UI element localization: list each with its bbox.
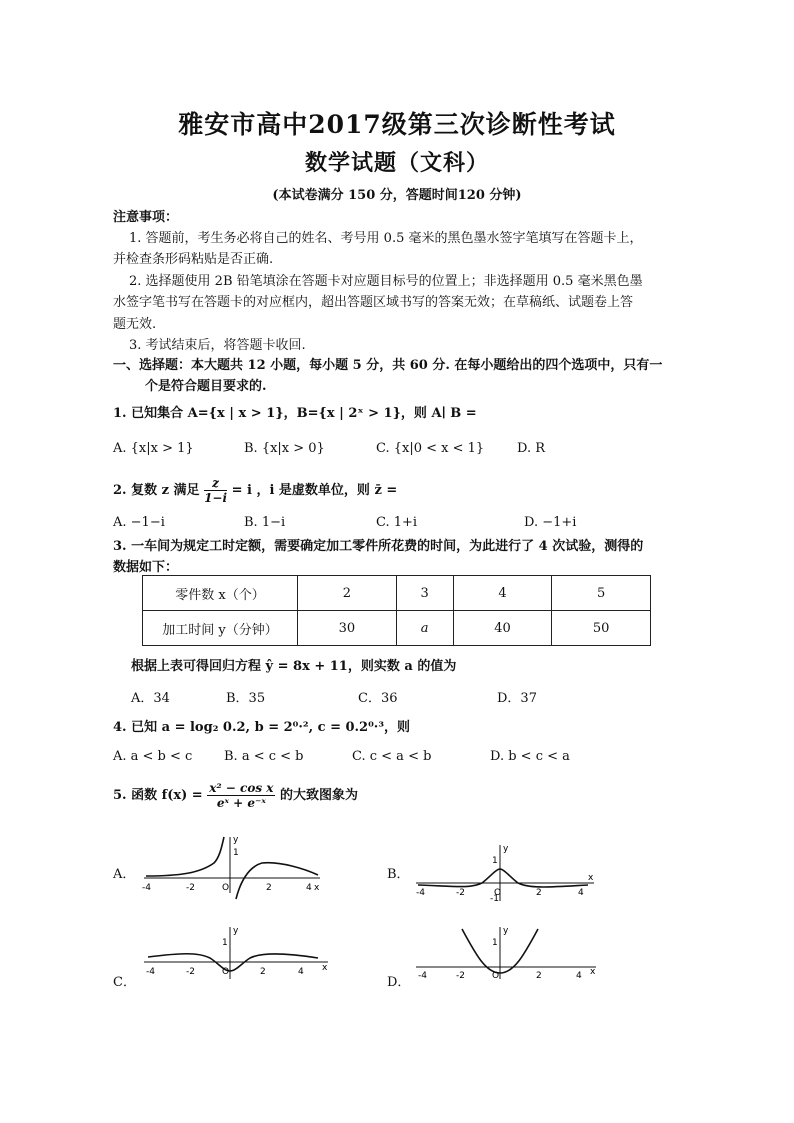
y-label: y [503,926,509,936]
section1-line2: 个是符合题目要求的. [145,379,267,394]
q5-stem [113,781,358,810]
q4-option-c: C. c < a < b [352,749,432,764]
curve-right [236,863,318,899]
q3-option-d: D．37 [497,691,537,706]
q4-stem: 4. 已知 a = log₂ 0.2, b = 2⁰·², c = 0.2⁰·³，则 [113,720,411,735]
q3-stem-line2: 数据如下： [113,560,179,575]
table-cell: 3 [396,576,453,611]
notice-item1-line2: 并检查条形码粘贴是否正确. [113,252,274,267]
tick-2: 2 [260,967,266,977]
section1-line1: 一、选择题：本大题共 12 小题，每小题 5 分，共 60 分. 在每小题给出的四个选项中，只有一 [113,358,663,373]
tick-neg4: -4 [416,888,425,898]
q5-suffix: 的大致图象为 [279,788,358,803]
table-cell: 30 [298,611,397,646]
q1-option-c: C. {x|0 < x < 1} [376,441,485,456]
table-cell: 40 [453,611,552,646]
curve-left [146,837,224,876]
exam-note: (本试卷满分 150 分，答题时间120 分钟) [272,188,522,203]
tick-neg4: -4 [418,971,427,980]
tick-neg1: -1 [490,894,499,904]
q5-graph-label-d: D． [387,975,411,990]
q1-option-b: B. {x|x > 0} [244,441,325,456]
exam-subtitle: 数学试题（文科） [304,150,489,176]
q3-option-c: C．36 [358,691,398,706]
q4-option-b: B. a < c < b [224,749,304,764]
tick-4: 4 [306,883,312,893]
notice-item2-line3: 题无效. [113,317,157,332]
q4-option-a: A. a < b < c [113,749,193,764]
q2-fraction [204,476,227,505]
q5-graph-label-a: A． [113,867,136,882]
q1-stem: 1. 已知集合 A={x | x > 1}，B={x | 2ˣ > 1}，则 A∣ B = [113,406,477,421]
table-cell: a [396,611,453,646]
table-cell: 50 [552,611,651,646]
q3-regression-text: 根据上表可得回归方程 ŷ = 8x + 11，则实数 a 的值为 [131,659,457,674]
table-row [143,576,651,611]
q2-option-a: A. −1−i [113,515,165,530]
q3-data-table [142,575,651,646]
tick-origin: O [492,971,500,980]
notice-item1-line1: 1. 答题前，考生务必将自己的姓名、考号用 0.5 毫米的黑色墨水签字笔填写在答题卡上， [129,231,643,246]
table-header-cell: 零件数 x（个） [143,576,298,611]
curve [418,869,588,887]
tick-1: 1 [233,848,239,858]
tick-4: 4 [298,967,304,977]
q5-graph-d [412,925,602,980]
q2-suffix: = i ，i 是虚数单位，则 z̄ = [231,483,398,498]
tick-neg2: -2 [456,888,465,898]
table-cell: 5 [552,576,651,611]
tick-origin: O [222,967,230,977]
exam-title: 雅安市高中2017级第三次诊断性考试 [178,110,616,139]
notice-item2-line1: 2. 选择题使用 2B 铅笔填涂在答题卡对应题目标号的位置上；非选择题用 0.5 毫米黑色墨 [129,274,643,289]
table-cell: 2 [298,576,397,611]
q2-prefix: 2. 复数 z 满足 [113,483,200,498]
table-header-cell: 加工时间 y（分钟） [143,611,298,646]
tick-neg2: -2 [456,971,465,980]
tick-2: 2 [536,888,542,898]
tick-neg4: -4 [142,883,151,893]
x-label: x [588,873,594,883]
q2-frac-num: z [204,476,227,491]
q5-graph-b [412,843,602,905]
q3-option-b: B．35 [226,691,266,706]
tick-2: 2 [266,883,272,893]
q1-option-d: D. R [517,441,546,456]
q4-option-d: D. b < c < a [490,749,570,764]
q2-option-b: B. 1−i [244,515,286,530]
x-label: x [590,967,596,977]
y-label: y [233,835,239,845]
q5-graph-a [140,833,330,903]
tick-4: 4 [576,971,582,980]
notice-heading: 注意事项： [113,210,179,225]
q5-graph-c [140,925,336,980]
x-label: x [314,883,320,893]
tick-neg2: -2 [186,883,195,893]
q5-frac-den: eˣ + e⁻ˣ [216,796,266,810]
q5-graph-label-c: C． [113,975,136,990]
q2-frac-den: 1−i [204,491,228,505]
tick-origin: O [494,888,502,898]
q2-option-d: D. −1+i [524,515,577,530]
tick-1: 1 [222,938,228,948]
tick-1: 1 [492,856,498,866]
tick-4: 4 [578,888,584,898]
q5-frac-num: x² − cos x [209,781,274,795]
table-row [143,611,651,646]
notice-item2-line2: 水签字笔书写在答题卡的对应框内，超出答题区域书写的答案无效；在草稿纸、试题卷上答 [113,295,634,310]
tick-origin: O [222,883,230,893]
notice-item3: 3. 考试结束后，将答题卡收回. [129,338,306,353]
q2-stem [113,476,397,505]
y-label: y [233,926,239,936]
table-cell: 4 [453,576,552,611]
tick-1: 1 [492,938,498,948]
q3-option-a: A．34 [131,691,170,706]
q2-option-c: C. 1+i [376,515,418,530]
q5-fraction [207,781,275,810]
tick-neg2: -2 [186,967,195,977]
x-label: x [322,963,328,973]
q1-option-a: A. {x|x > 1} [113,441,194,456]
q5-prefix: 5. 函数 f(x) = [113,788,203,803]
y-label: y [503,844,509,854]
tick-2: 2 [536,971,542,980]
q3-stem-line1: 3. 一车间为规定工时定额，需要确定加工零件所花费的时间，为此进行了 4 次试验，测得的 [113,539,644,554]
q5-graph-label-b: B． [387,867,410,882]
tick-neg4: -4 [146,967,155,977]
